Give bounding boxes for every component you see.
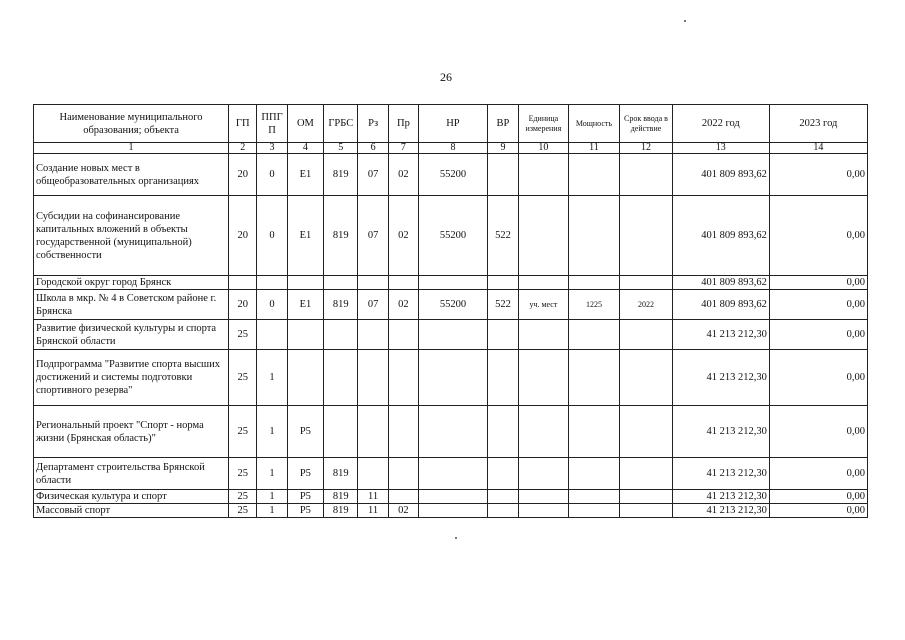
cell-om <box>287 350 323 406</box>
column-number: 5 <box>324 143 358 154</box>
cell-power <box>568 350 620 406</box>
cell-pr <box>388 490 418 504</box>
col-header-pr: Пр <box>388 105 418 143</box>
cell-gp: 25 <box>229 490 257 504</box>
cell-y2023: 0,00 <box>769 504 867 518</box>
cell-power: 1225 <box>568 290 620 320</box>
cell-unit <box>519 490 569 504</box>
cell-grbs: 819 <box>324 154 358 196</box>
cell-ppgp: 0 <box>257 154 287 196</box>
cell-grbs <box>324 320 358 350</box>
cell-ppgp <box>257 320 287 350</box>
cell-power <box>568 154 620 196</box>
scan-speck <box>455 537 457 539</box>
cell-power <box>568 504 620 518</box>
cell-power <box>568 276 620 290</box>
table-header <box>34 105 868 154</box>
cell-pr: 02 <box>388 504 418 518</box>
cell-ppgp: 1 <box>257 458 287 490</box>
cell-power <box>568 458 620 490</box>
cell-y2022: 41 213 212,30 <box>672 490 769 504</box>
cell-power <box>568 490 620 504</box>
cell-np: 55200 <box>419 290 488 320</box>
cell-om: Р5 <box>287 406 323 458</box>
cell-name: Создание новых мест в общеобразовательных организациях <box>34 154 229 196</box>
cell-np <box>419 276 488 290</box>
cell-vr: 522 <box>487 290 518 320</box>
col-header-gp: ГП <box>229 105 257 143</box>
cell-y2023: 0,00 <box>769 490 867 504</box>
cell-unit <box>519 350 569 406</box>
col-header-rz: Рз <box>358 105 388 143</box>
cell-y2023: 0,00 <box>769 290 867 320</box>
cell-om <box>287 276 323 290</box>
cell-pr <box>388 406 418 458</box>
column-number: 13 <box>672 143 769 154</box>
cell-gp: 25 <box>229 350 257 406</box>
cell-term <box>620 154 673 196</box>
cell-rz <box>358 320 388 350</box>
table-row <box>34 350 868 406</box>
col-header-2023: 2023 год <box>769 105 867 143</box>
cell-unit <box>519 406 569 458</box>
col-header-2022: 2022 год <box>672 105 769 143</box>
cell-y2022: 41 213 212,30 <box>672 406 769 458</box>
column-number: 3 <box>257 143 287 154</box>
cell-gp: 25 <box>229 406 257 458</box>
cell-om: Е1 <box>287 154 323 196</box>
column-number: 14 <box>769 143 867 154</box>
cell-gp: 20 <box>229 290 257 320</box>
table-row <box>34 276 868 290</box>
col-header-ppgp: ППГП <box>257 105 287 143</box>
cell-y2022: 41 213 212,30 <box>672 320 769 350</box>
cell-pr <box>388 458 418 490</box>
cell-name: Школа в мкр. № 4 в Советском районе г. Брянска <box>34 290 229 320</box>
cell-np <box>419 350 488 406</box>
cell-y2023: 0,00 <box>769 350 867 406</box>
cell-np <box>419 504 488 518</box>
cell-vr <box>487 406 518 458</box>
cell-rz: 11 <box>358 490 388 504</box>
table-row <box>34 290 868 320</box>
table-row <box>34 458 868 490</box>
cell-ppgp: 1 <box>257 350 287 406</box>
cell-grbs <box>324 406 358 458</box>
column-number: 1 <box>34 143 229 154</box>
cell-unit <box>519 276 569 290</box>
cell-vr <box>487 458 518 490</box>
cell-pr <box>388 320 418 350</box>
col-header-om: ОМ <box>287 105 323 143</box>
cell-term <box>620 320 673 350</box>
cell-unit <box>519 320 569 350</box>
cell-name: Региональный проект "Спорт - норма жизни (Брянская область)" <box>34 406 229 458</box>
cell-y2023: 0,00 <box>769 154 867 196</box>
table-row <box>34 196 868 276</box>
cell-y2023: 0,00 <box>769 458 867 490</box>
column-number: 4 <box>287 143 323 154</box>
cell-gp: 25 <box>229 504 257 518</box>
cell-om <box>287 320 323 350</box>
column-number: 9 <box>487 143 518 154</box>
cell-term: 2022 <box>620 290 673 320</box>
cell-ppgp: 0 <box>257 290 287 320</box>
cell-rz <box>358 458 388 490</box>
cell-grbs <box>324 350 358 406</box>
cell-y2022: 41 213 212,30 <box>672 458 769 490</box>
cell-term <box>620 490 673 504</box>
cell-rz: 07 <box>358 154 388 196</box>
cell-gp: 25 <box>229 320 257 350</box>
cell-name: Департамент строительства Брянской области <box>34 458 229 490</box>
scan-speck <box>684 20 686 22</box>
cell-np: 55200 <box>419 196 488 276</box>
cell-gp: 25 <box>229 458 257 490</box>
cell-grbs: 819 <box>324 490 358 504</box>
cell-rz: 07 <box>358 290 388 320</box>
col-header-name: Наименование муниципального образования; объекта <box>34 105 229 143</box>
cell-om: Р5 <box>287 504 323 518</box>
cell-om: Е1 <box>287 290 323 320</box>
col-header-vr: ВР <box>487 105 518 143</box>
cell-power <box>568 406 620 458</box>
cell-pr: 02 <box>388 154 418 196</box>
cell-name: Физическая культура и спорт <box>34 490 229 504</box>
cell-vr <box>487 320 518 350</box>
cell-unit: уч. мест <box>519 290 569 320</box>
table-row <box>34 154 868 196</box>
cell-y2022: 41 213 212,30 <box>672 350 769 406</box>
cell-power <box>568 196 620 276</box>
cell-name: Развитие физической культуры и спорта Брянской области <box>34 320 229 350</box>
cell-rz <box>358 276 388 290</box>
cell-ppgp: 1 <box>257 406 287 458</box>
column-number: 6 <box>358 143 388 154</box>
cell-y2023: 0,00 <box>769 276 867 290</box>
cell-gp <box>229 276 257 290</box>
cell-gp: 20 <box>229 154 257 196</box>
cell-term <box>620 196 673 276</box>
cell-pr: 02 <box>388 290 418 320</box>
cell-pr: 02 <box>388 196 418 276</box>
cell-term <box>620 406 673 458</box>
cell-np <box>419 406 488 458</box>
cell-vr: 522 <box>487 196 518 276</box>
column-number: 8 <box>419 143 488 154</box>
cell-pr <box>388 276 418 290</box>
cell-unit <box>519 154 569 196</box>
col-header-power: Мощность <box>568 105 620 143</box>
column-number: 2 <box>229 143 257 154</box>
table-row <box>34 504 868 518</box>
cell-np: 55200 <box>419 154 488 196</box>
cell-np <box>419 458 488 490</box>
column-number: 10 <box>519 143 569 154</box>
budget-table <box>33 104 868 518</box>
cell-unit <box>519 504 569 518</box>
table-row <box>34 320 868 350</box>
cell-term <box>620 458 673 490</box>
cell-y2022: 41 213 212,30 <box>672 504 769 518</box>
cell-name: Массовый спорт <box>34 504 229 518</box>
cell-y2022: 401 809 893,62 <box>672 154 769 196</box>
cell-power <box>568 320 620 350</box>
col-header-term: Срок ввода в действие <box>620 105 673 143</box>
cell-vr <box>487 276 518 290</box>
cell-om: Р5 <box>287 490 323 504</box>
cell-om: Р5 <box>287 458 323 490</box>
cell-grbs: 819 <box>324 458 358 490</box>
cell-term <box>620 504 673 518</box>
cell-ppgp: 1 <box>257 504 287 518</box>
cell-ppgp <box>257 276 287 290</box>
cell-y2022: 401 809 893,62 <box>672 276 769 290</box>
cell-unit <box>519 196 569 276</box>
cell-vr <box>487 154 518 196</box>
cell-rz: 07 <box>358 196 388 276</box>
cell-grbs: 819 <box>324 196 358 276</box>
column-number-row <box>34 143 868 154</box>
cell-term <box>620 350 673 406</box>
table-body <box>34 154 868 518</box>
cell-rz: 11 <box>358 504 388 518</box>
cell-om: Е1 <box>287 196 323 276</box>
cell-y2023: 0,00 <box>769 320 867 350</box>
cell-vr <box>487 490 518 504</box>
cell-y2022: 401 809 893,62 <box>672 290 769 320</box>
col-header-grbs: ГРБС <box>324 105 358 143</box>
cell-unit <box>519 458 569 490</box>
cell-vr <box>487 350 518 406</box>
col-header-unit: Единица измерения <box>519 105 569 143</box>
cell-vr <box>487 504 518 518</box>
cell-rz <box>358 350 388 406</box>
cell-grbs: 819 <box>324 504 358 518</box>
cell-y2022: 401 809 893,62 <box>672 196 769 276</box>
cell-name: Подпрограмма "Развитие спорта высших достижений и системы подготовки спортивного резерва" <box>34 350 229 406</box>
table-row <box>34 406 868 458</box>
cell-np <box>419 490 488 504</box>
cell-name: Городской округ город Брянск <box>34 276 229 290</box>
cell-gp: 20 <box>229 196 257 276</box>
table-row <box>34 490 868 504</box>
cell-grbs: 819 <box>324 290 358 320</box>
page-number: 26 <box>440 70 452 84</box>
col-header-np: НР <box>419 105 488 143</box>
cell-grbs <box>324 276 358 290</box>
cell-y2023: 0,00 <box>769 196 867 276</box>
cell-ppgp: 1 <box>257 490 287 504</box>
cell-pr <box>388 350 418 406</box>
column-number: 12 <box>620 143 673 154</box>
cell-y2023: 0,00 <box>769 406 867 458</box>
cell-term <box>620 276 673 290</box>
cell-name: Субсидии на софинансирование капитальных вложений в объекты государственной (муниципальной) собственности <box>34 196 229 276</box>
column-number: 7 <box>388 143 418 154</box>
cell-rz <box>358 406 388 458</box>
cell-ppgp: 0 <box>257 196 287 276</box>
cell-np <box>419 320 488 350</box>
column-number: 11 <box>568 143 620 154</box>
